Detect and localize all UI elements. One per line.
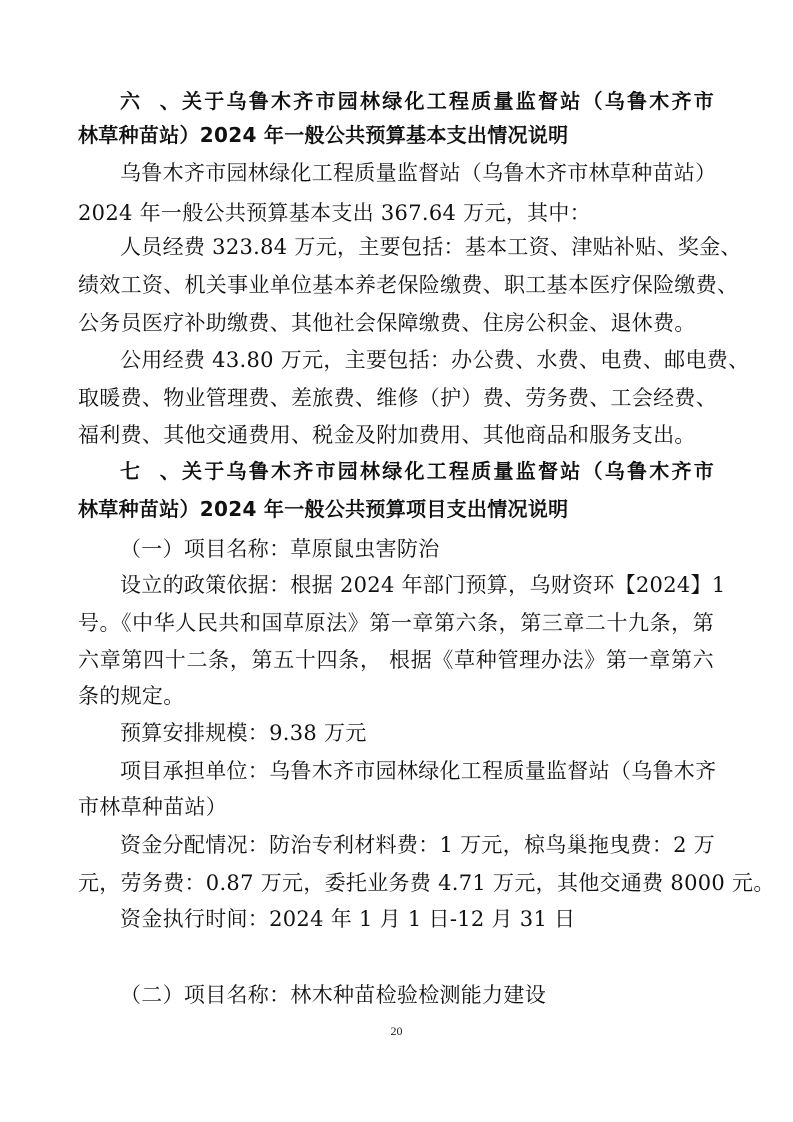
section6-number: 六、 <box>120 89 180 113</box>
section6-heading <box>120 86 714 116</box>
section6-p2-line1: 人员经费 323.84 万元，主要包括：基本工资、津贴补贴、奖金、 <box>120 235 742 259</box>
section7-title-line2: 林草种苗站）2024 年一般公共预算项目支出情况说明 <box>78 497 569 521</box>
section7-title-line1: 关于乌鲁木齐市园林绿化工程质量监督站（乌鲁木齐市 <box>180 459 714 483</box>
page-number: 20 <box>390 1024 403 1038</box>
policy-basis-line4: 条的规定。 <box>78 684 185 708</box>
section6-p1-line2: 2024 年一般公共预算基本支出 367.64 万元，其中： <box>78 201 591 225</box>
section7-number: 七、 <box>120 459 180 483</box>
section6-p3-line1: 公用经费 43.80 万元，主要包括：办公费、水费、电费、邮电费、 <box>120 348 750 372</box>
section7-heading <box>120 456 714 486</box>
fund-allocation-line1: 资金分配情况：防治专利材料费：1 万元，椋鸟巢拖曳费：2 万 <box>120 833 716 857</box>
item1-name: （一）项目名称：草原鼠虫害防治 <box>120 537 440 561</box>
section6-p2-line2: 绩效工资、机关事业单位基本养老保险缴费、职工基本医疗保险缴费、 <box>78 273 739 297</box>
section6-title-line2: 林草种苗站）2024 年一般公共预算基本支出情况说明 <box>78 123 569 147</box>
responsible-unit-line1: 项目承担单位：乌鲁木齐市园林绿化工程质量监督站（乌鲁木齐 <box>120 759 717 783</box>
budget-scale: 预算安排规模：9.38 万元 <box>120 721 367 745</box>
section6-p2-line3: 公务员医疗补助缴费、其他社会保障缴费、住房公积金、退休费。 <box>78 311 696 335</box>
policy-basis-line2: 号。《中华人民共和国草原法》第一章第六条，第三章二十九条，第 <box>78 611 714 635</box>
section6-p1-line1: 乌鲁木齐市园林绿化工程质量监督站（乌鲁木齐市林草种苗站） <box>120 161 717 185</box>
execution-time: 资金执行时间：2024 年 1 月 1 日-12 月 31 日 <box>120 907 576 931</box>
item2-name: （二）项目名称：林木种苗检验检测能力建设 <box>120 983 546 1007</box>
section6-title-line1: 关于乌鲁木齐市园林绿化工程质量监督站（乌鲁木齐市 <box>180 89 714 113</box>
policy-basis-line3: 六章第四十二条，第五十四条， 根据《草种管理办法》第一章第六 <box>78 648 714 672</box>
responsible-unit-line2: 市林草种苗站） <box>78 795 228 819</box>
section6-p3-line2: 取暖费、物业管理费、差旅费、维修（护）费、劳务费、工会经费、 <box>78 386 717 410</box>
policy-basis-line1: 设立的政策依据：根据 2024 年部门预算，乌财资环【2024】1 <box>120 573 726 597</box>
section6-p3-line3: 福利费、其他交通费用、税金及附加费用、其他商品和服务支出。 <box>78 423 696 447</box>
fund-allocation-line2: 元，劳务费：0.87 万元，委托业务费 4.71 万元，其他交通费 8000 元。 <box>78 871 775 895</box>
